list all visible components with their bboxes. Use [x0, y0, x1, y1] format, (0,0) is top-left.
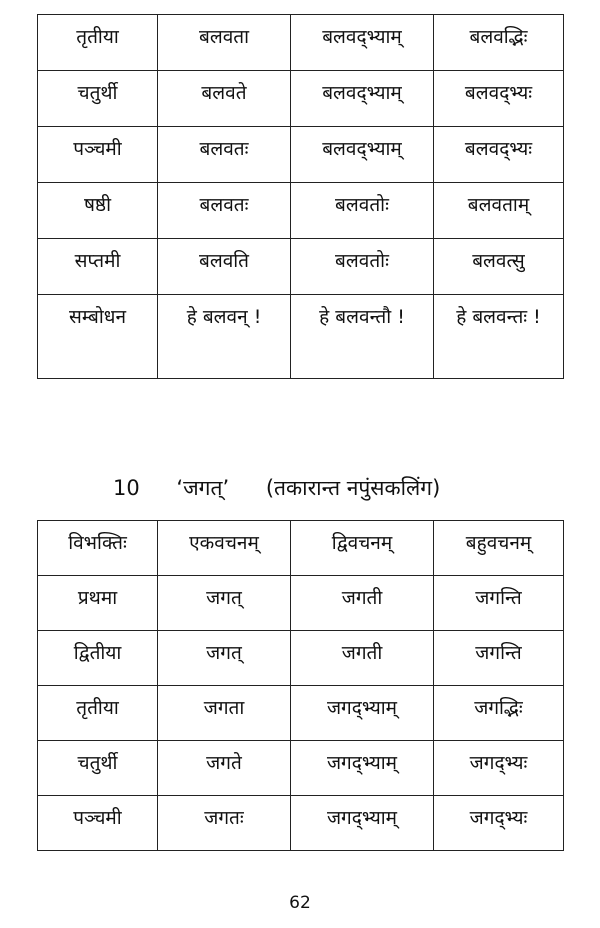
column-header: एकवचनम्	[158, 521, 291, 576]
dual-cell: बलवद्भ्याम्	[291, 15, 434, 71]
dual-cell: जगद्भ्याम्	[291, 796, 434, 851]
singular-cell: बलवति	[158, 239, 291, 295]
plural-cell: बलवद्भ्यः	[434, 127, 564, 183]
dual-cell: जगती	[291, 576, 434, 631]
plural-cell: जगद्भ्यः	[434, 741, 564, 796]
singular-cell: हे बलवन् !	[158, 295, 291, 379]
table-row	[38, 127, 564, 183]
dual-cell: बलवद्भ्याम्	[291, 71, 434, 127]
column-header: द्विवचनम्	[291, 521, 434, 576]
plural-cell: बलवताम्	[434, 183, 564, 239]
dual-cell: जगद्भ्याम्	[291, 741, 434, 796]
singular-cell: जगत्	[158, 576, 291, 631]
singular-cell: बलवतः	[158, 183, 291, 239]
case-name-cell: पञ्चमी	[38, 127, 158, 183]
singular-cell: बलवता	[158, 15, 291, 71]
column-header: विभक्तिः	[38, 521, 158, 576]
page-number: 62	[289, 893, 311, 913]
section-heading	[113, 474, 440, 502]
table-row	[38, 576, 564, 631]
case-name-cell: प्रथमा	[38, 576, 158, 631]
case-name-cell: तृतीया	[38, 15, 158, 71]
column-header: बहुवचनम्	[434, 521, 564, 576]
case-name-cell: द्वितीया	[38, 631, 158, 686]
singular-cell: जगता	[158, 686, 291, 741]
case-name-cell: सम्बोधन	[38, 295, 158, 379]
table-row	[38, 71, 564, 127]
plural-cell: बलवद्भ्यः	[434, 71, 564, 127]
case-name-cell: चतुर्थी	[38, 741, 158, 796]
table-row	[38, 15, 564, 71]
case-name-cell: चतुर्थी	[38, 71, 158, 127]
singular-cell: बलवते	[158, 71, 291, 127]
singular-cell: जगत्	[158, 631, 291, 686]
dual-cell: बलवतोः	[291, 239, 434, 295]
dual-cell: बलवतोः	[291, 183, 434, 239]
dual-cell: हे बलवन्तौ !	[291, 295, 434, 379]
case-name-cell: पञ्चमी	[38, 796, 158, 851]
section-number: 10	[113, 476, 140, 500]
singular-cell: जगतः	[158, 796, 291, 851]
singular-cell: जगते	[158, 741, 291, 796]
case-name-cell: सप्तमी	[38, 239, 158, 295]
case-name-cell: तृतीया	[38, 686, 158, 741]
table-row	[38, 741, 564, 796]
table-row	[38, 686, 564, 741]
declension-table-balavat	[37, 14, 564, 379]
section-description: (तकारान्त नपुंसकलिंग)	[265, 476, 441, 500]
plural-cell: बलवद्भिः	[434, 15, 564, 71]
table-header-row	[38, 521, 564, 576]
dual-cell: जगद्भ्याम्	[291, 686, 434, 741]
dual-cell: बलवद्भ्याम्	[291, 127, 434, 183]
plural-cell: बलवत्सु	[434, 239, 564, 295]
declension-table-jagat	[37, 520, 564, 851]
plural-cell: जगद्भ्यः	[434, 796, 564, 851]
plural-cell: हे बलवन्तः !	[434, 295, 564, 379]
table-row	[38, 631, 564, 686]
dual-cell: जगती	[291, 631, 434, 686]
singular-cell: बलवतः	[158, 127, 291, 183]
section-word: ‘जगत्’	[176, 476, 230, 500]
table-row	[38, 295, 564, 379]
plural-cell: जगन्ति	[434, 631, 564, 686]
plural-cell: जगन्ति	[434, 576, 564, 631]
plural-cell: जगद्भिः	[434, 686, 564, 741]
table-row	[38, 796, 564, 851]
table-row	[38, 239, 564, 295]
case-name-cell: षष्ठी	[38, 183, 158, 239]
table-row	[38, 183, 564, 239]
